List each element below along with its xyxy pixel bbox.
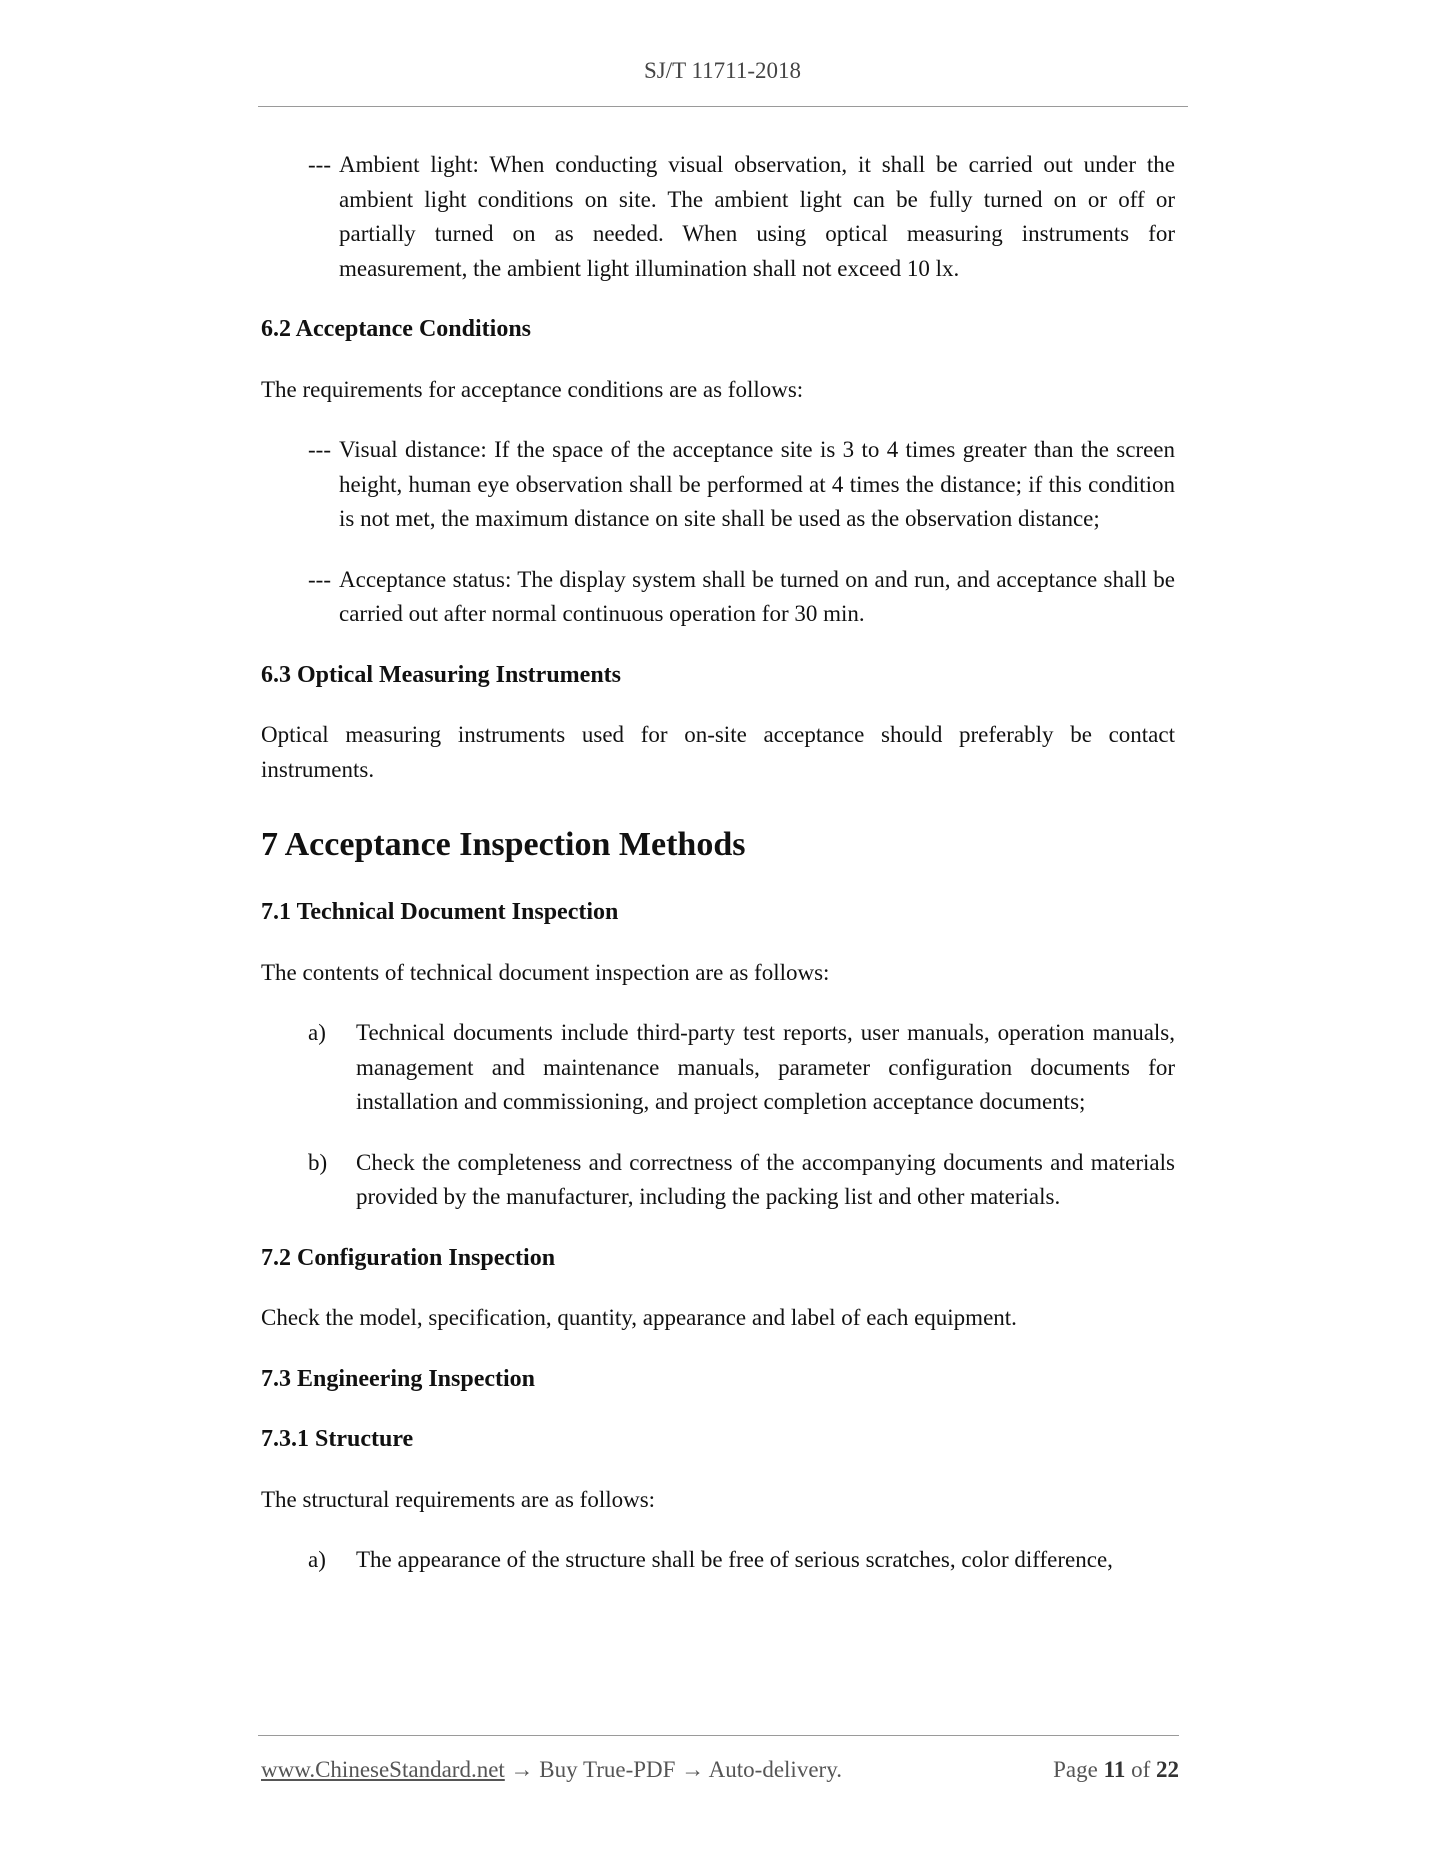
page-total: 22	[1156, 1757, 1179, 1782]
list-item	[261, 1543, 1175, 1578]
structure-appearance-text: The appearance of the structure shall be free of serious scratches, color difference,	[356, 1547, 1113, 1572]
footer-promo	[261, 1757, 842, 1783]
list-item	[261, 1016, 1175, 1120]
section-7-2-text: Check the model, specification, quantity, appearance and label of each equipment.	[261, 1305, 1017, 1330]
ambient-light-item	[261, 148, 1175, 286]
ambient-light-text: Ambient light: When conducting visual observation, it shall be carried out under the ambient light conditions on site. The ambient light can be fully turned on or off or partially turned on as needed. When using optical measuring instruments for measurement, the ambient light illumination shall not exceed 10 lx.	[339, 152, 1175, 281]
document-code-header: SJ/T 11711-2018	[644, 58, 801, 83]
dash-marker: ---	[308, 566, 331, 592]
page-label: Page	[1053, 1757, 1098, 1782]
section-6-3-text: Optical measuring instruments used for on-site acceptance should preferably be contact instruments.	[261, 722, 1175, 782]
visual-distance-text: Visual distance: If the space of the acceptance site is 3 to 4 times greater than the screen height, human eye observation shall be performed at 4 times the distance; if this condition is not met, the maximum distance on site shall be used as the observation distance;	[339, 437, 1175, 531]
completeness-check-text: Check the completeness and correctness of the accompanying documents and materials provided by the manufacturer, including the packing list and other materials.	[356, 1149, 1175, 1209]
list-marker: a)	[308, 1020, 326, 1045]
section-7-1-heading: 7.1 Technical Document Inspection	[261, 899, 619, 925]
acceptance-status-text: Acceptance status: The display system shall be turned on and run, and acceptance shall be carried out after normal continuous operation for 30 min.	[339, 566, 1175, 626]
site-link[interactable]: www.ChineseStandard.net	[261, 1757, 505, 1782]
chapter-7-heading: 7 Acceptance Inspection Methods	[261, 826, 746, 863]
section-7-3-1-intro: The structural requirements are as follows:	[261, 1486, 656, 1512]
technical-documents-text: Technical documents include third-party test reports, user manuals, operation manuals, management and maintenance manuals, parameter configuration documents for installation and commissioning, and project completion acceptance documents;	[356, 1020, 1175, 1114]
section-7-3-heading: 7.3 Engineering Inspection	[261, 1365, 536, 1392]
arrow-separator: →	[675, 1757, 709, 1782]
document-body	[261, 148, 1175, 1578]
footer-divider	[258, 1735, 1179, 1736]
list-marker: a)	[308, 1547, 326, 1572]
buy-pdf-text: Buy True-PDF	[539, 1757, 676, 1782]
section-6-3-heading: 6.3 Optical Measuring Instruments	[261, 661, 621, 688]
section-7-1-intro: The contents of technical document inspection are as follows:	[261, 959, 830, 985]
section-7-2-heading: 7.2 Configuration Inspection	[261, 1244, 556, 1271]
page-number: 11	[1103, 1757, 1126, 1782]
list-item	[261, 1146, 1175, 1215]
dash-marker: ---	[308, 152, 331, 177]
list-item	[261, 433, 1175, 537]
auto-delivery-text: Auto-delivery.	[708, 1757, 842, 1782]
dash-marker: ---	[308, 437, 331, 462]
of-label: of	[1131, 1757, 1151, 1782]
section-6-2-intro: The requirements for acceptance conditions are as follows:	[261, 376, 804, 402]
list-item	[261, 563, 1175, 632]
page-indicator	[1053, 1757, 1179, 1783]
section-6-2-heading: 6.2 Acceptance Conditions	[261, 316, 531, 342]
section-7-3-1-heading: 7.3.1 Structure	[261, 1426, 414, 1452]
header-divider	[258, 106, 1188, 107]
list-marker: b)	[308, 1149, 328, 1175]
arrow-separator: →	[504, 1757, 540, 1782]
